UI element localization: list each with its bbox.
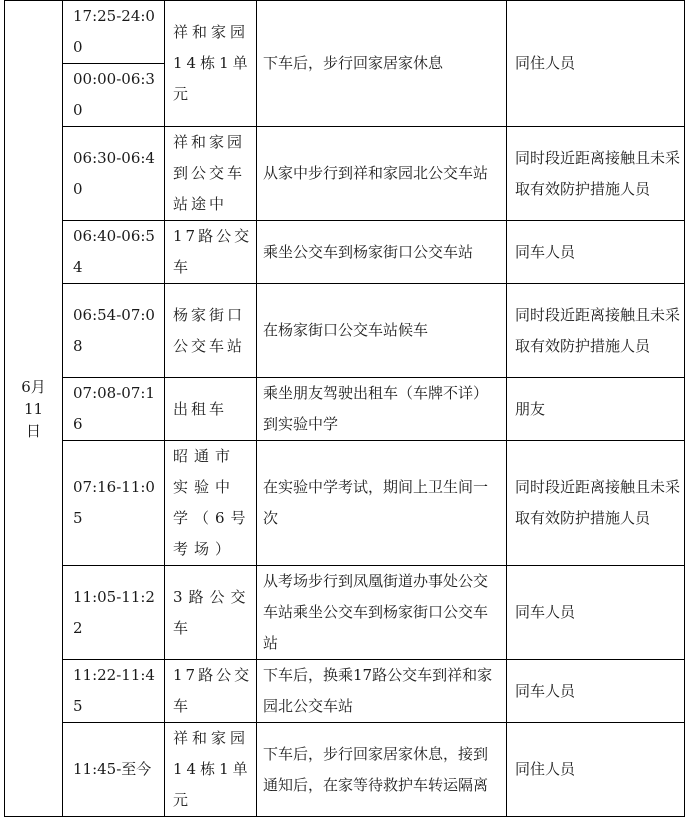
contacts-cell: 同时段近距离接触且未采取有效防护措施人员 bbox=[507, 127, 685, 221]
time-cell: 06:40-06:54 bbox=[63, 221, 165, 284]
activity-cell: 乘坐公交车到杨家街口公交车站 bbox=[257, 221, 507, 284]
place-cell: 祥和家园14栋1单元 bbox=[165, 723, 257, 817]
time-cell: 17:25-24:00 bbox=[63, 1, 165, 64]
contacts-cell: 同车人员 bbox=[507, 221, 685, 284]
table-row bbox=[5, 660, 685, 723]
table-row bbox=[5, 378, 685, 441]
time-cell: 07:16-11:05 bbox=[63, 441, 165, 566]
table-row bbox=[5, 441, 685, 566]
activity-cell: 在实验中学考试，期间上卫生间一次 bbox=[257, 441, 507, 566]
table-row bbox=[5, 1, 685, 64]
place-cell: 杨家街口公交车站 bbox=[165, 284, 257, 378]
table-row bbox=[5, 127, 685, 221]
place-cell: 祥和家园14栋1单元 bbox=[165, 1, 257, 127]
table-row bbox=[5, 566, 685, 660]
contacts-cell: 同住人员 bbox=[507, 723, 685, 817]
table-row bbox=[5, 723, 685, 817]
place-cell: 17路公交车 bbox=[165, 660, 257, 723]
activity-cell: 从考场步行到凤凰街道办事处公交车站乘坐公交车到杨家街口公交车站 bbox=[257, 566, 507, 660]
place-cell: 昭通市实验中学（6号考场） bbox=[165, 441, 257, 566]
contacts-cell: 同时段近距离接触且未采取有效防护措施人员 bbox=[507, 441, 685, 566]
table-row bbox=[5, 284, 685, 378]
contacts-cell: 同车人员 bbox=[507, 660, 685, 723]
time-cell: 06:30-06:40 bbox=[63, 127, 165, 221]
time-cell: 07:08-07:16 bbox=[63, 378, 165, 441]
activity-cell: 下车后，换乘17路公交车到祥和家园北公交车站 bbox=[257, 660, 507, 723]
time-cell: 06:54-07:08 bbox=[63, 284, 165, 378]
activity-cell: 在杨家街口公交车站候车 bbox=[257, 284, 507, 378]
date-cell: 6月11日 bbox=[5, 1, 63, 817]
itinerary-table bbox=[4, 0, 685, 817]
place-cell: 祥和家园到公交车站途中 bbox=[165, 127, 257, 221]
place-cell: 出租车 bbox=[165, 378, 257, 441]
contacts-cell: 同时段近距离接触且未采取有效防护措施人员 bbox=[507, 284, 685, 378]
contacts-cell: 同车人员 bbox=[507, 566, 685, 660]
time-cell: 00:00-06:30 bbox=[63, 64, 165, 127]
time-cell: 11:05-11:22 bbox=[63, 566, 165, 660]
table-row bbox=[5, 221, 685, 284]
time-cell: 11:22-11:45 bbox=[63, 660, 165, 723]
activity-cell: 下车后，步行回家居家休息，接到通知后，在家等待救护车转运隔离 bbox=[257, 723, 507, 817]
activity-cell: 从家中步行到祥和家园北公交车站 bbox=[257, 127, 507, 221]
place-cell: 3路公交车 bbox=[165, 566, 257, 660]
contacts-cell: 同住人员 bbox=[507, 1, 685, 127]
place-cell: 17路公交车 bbox=[165, 221, 257, 284]
time-cell: 11:45-至今 bbox=[63, 723, 165, 817]
activity-cell: 下车后，步行回家居家休息 bbox=[257, 1, 507, 127]
contacts-cell: 朋友 bbox=[507, 378, 685, 441]
activity-cell: 乘坐朋友驾驶出租车（车牌不详）到实验中学 bbox=[257, 378, 507, 441]
